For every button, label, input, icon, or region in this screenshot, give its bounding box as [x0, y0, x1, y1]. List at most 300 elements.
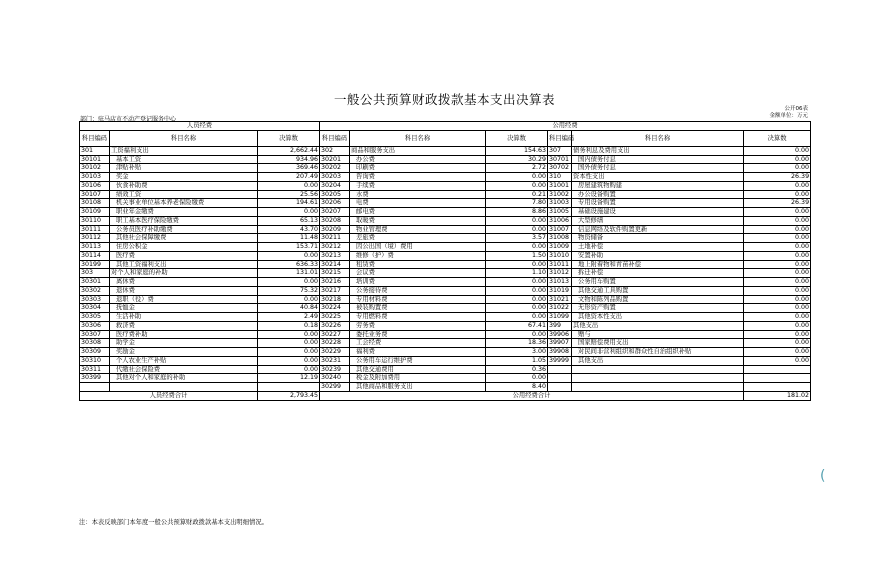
personnel-name-cell: 奖金: [110, 173, 258, 182]
personnel-name-cell: 职工基本医疗保险缴费: [110, 216, 258, 225]
public-right-code-cell: 39908: [548, 348, 572, 357]
personnel-name-cell: 绩效工资: [110, 190, 258, 199]
public-right-name-cell: 其他交通工具购置: [572, 286, 744, 295]
personnel-code-cell: 30111: [80, 225, 110, 234]
public-total-amount: 181.02: [744, 391, 811, 400]
public-right-name-cell: 无形资产购置: [572, 304, 744, 313]
table-row: [80, 146, 811, 155]
side-bracket-mark: (: [820, 468, 826, 484]
public-right-amount-cell: 0.00: [744, 164, 811, 173]
personnel-name-cell: 退休费: [110, 286, 258, 295]
table-row: [80, 260, 811, 269]
personnel-amount-cell: 0.00: [258, 339, 320, 348]
public-right-code-cell: [548, 374, 572, 383]
public-right-amount-cell: [744, 383, 811, 392]
table-row: [80, 208, 811, 217]
public-right-code-cell: 30701: [548, 155, 572, 164]
totals-row: [80, 391, 811, 400]
personnel-amount-cell: 369.46: [258, 164, 320, 173]
public-right-amount-cell: 0.00: [744, 225, 811, 234]
public-mid-name-cell: 印刷费: [350, 164, 486, 173]
personnel-code-cell: 30108: [80, 199, 110, 208]
personnel-amount-cell: 25.56: [258, 190, 320, 199]
public-right-code-cell: 39907: [548, 339, 572, 348]
public-mid-code-cell: 30231: [320, 356, 350, 365]
table-row: [80, 365, 811, 374]
personnel-amount-cell: 0.00: [258, 208, 320, 217]
public-mid-name-cell: 公务用车运行维护费: [350, 356, 486, 365]
public-right-name-cell: 文物和陈列品购置: [572, 295, 744, 304]
public-mid-amount-cell: 30.29: [486, 155, 548, 164]
public-right-code-cell: 31009: [548, 243, 572, 252]
public-right-code-cell: 31019: [548, 286, 572, 295]
table-row: [80, 173, 811, 182]
public-mid-amount-cell: 0.00: [486, 278, 548, 287]
personnel-code-cell: 30114: [80, 251, 110, 260]
section-header-personnel: 人员经费: [80, 122, 320, 131]
col-header-code: 科目编码: [548, 130, 572, 146]
public-right-amount-cell: [744, 365, 811, 374]
personnel-name-cell: 个人农业生产补贴: [110, 356, 258, 365]
table-row: [80, 356, 811, 365]
personnel-name-cell: 救济费: [110, 321, 258, 330]
public-mid-code-cell: 30299: [320, 383, 350, 392]
public-right-name-cell: 办公设备购置: [572, 190, 744, 199]
public-mid-code-cell: 30204: [320, 181, 350, 190]
col-header-name: 科目名称: [350, 130, 486, 146]
public-right-code-cell: 31010: [548, 251, 572, 260]
public-right-amount-cell: 0.00: [744, 304, 811, 313]
col-header-amount: 决算数: [486, 130, 548, 146]
personnel-amount-cell: 65.13: [258, 216, 320, 225]
public-mid-code-cell: 30207: [320, 208, 350, 217]
table-row: [80, 321, 811, 330]
public-right-amount-cell: 0.00: [744, 155, 811, 164]
personnel-code-cell: 30112: [80, 234, 110, 243]
personnel-name-cell: 医疗费: [110, 251, 258, 260]
public-mid-code-cell: 30225: [320, 313, 350, 322]
public-right-amount-cell: 26.39: [744, 173, 811, 182]
public-right-amount-cell: 0.00: [744, 278, 811, 287]
public-mid-name-cell: 税金及附加费用: [350, 374, 486, 383]
public-mid-name-cell: 租赁费: [350, 260, 486, 269]
table-row: [80, 181, 811, 190]
table-row: [80, 190, 811, 199]
public-mid-amount-cell: 8.86: [486, 208, 548, 217]
public-mid-code-cell: 30226: [320, 321, 350, 330]
personnel-code-cell: [80, 383, 110, 392]
public-right-name-cell: 信息网络及软件购置更新: [572, 225, 744, 234]
table-row: [80, 330, 811, 339]
personnel-code-cell: 30109: [80, 208, 110, 217]
public-right-code-cell: 31002: [548, 190, 572, 199]
personnel-name-cell: 住房公积金: [110, 243, 258, 252]
public-mid-code-cell: 30215: [320, 269, 350, 278]
table-row: [80, 295, 811, 304]
public-mid-code-cell: 30224: [320, 304, 350, 313]
table-row: [80, 286, 811, 295]
public-mid-code-cell: 30209: [320, 225, 350, 234]
public-right-name-cell: 公务用车购置: [572, 278, 744, 287]
public-mid-code-cell: 30214: [320, 260, 350, 269]
col-header-amount: 决算数: [744, 130, 811, 146]
table-row: [80, 374, 811, 383]
personnel-code-cell: 30310: [80, 356, 110, 365]
public-mid-code-cell: 30213: [320, 251, 350, 260]
personnel-code-cell: 30306: [80, 321, 110, 330]
table-row: [80, 251, 811, 260]
personnel-amount-cell: 934.96: [258, 155, 320, 164]
personnel-name-cell: 退职（役）费: [110, 295, 258, 304]
col-header-name: 科目名称: [572, 130, 744, 146]
personnel-name-cell: 离休费: [110, 278, 258, 287]
public-right-code-cell: 310: [548, 173, 572, 182]
public-mid-name-cell: 维修（护）费: [350, 251, 486, 260]
public-mid-amount-cell: 0.36: [486, 365, 548, 374]
public-mid-amount-cell: 3.00: [486, 348, 548, 357]
public-mid-name-cell: 水费: [350, 190, 486, 199]
public-right-name-cell: 赠与: [572, 330, 744, 339]
personnel-name-cell: 公务员医疗补助缴费: [110, 225, 258, 234]
public-right-code-cell: 31006: [548, 216, 572, 225]
personnel-code-cell: 30110: [80, 216, 110, 225]
public-right-name-cell: 对民间非营利组织和群众性自治组织补贴: [572, 348, 744, 357]
public-mid-amount-cell: 0.00: [486, 181, 548, 190]
personnel-amount-cell: 153.71: [258, 243, 320, 252]
public-mid-amount-cell: 0.00: [486, 243, 548, 252]
table-row: [80, 155, 811, 164]
public-mid-name-cell: 咨询费: [350, 173, 486, 182]
public-mid-amount-cell: 0.00: [486, 295, 548, 304]
personnel-amount-cell: 0.00: [258, 356, 320, 365]
table-row: [80, 383, 811, 392]
personnel-code-cell: 30301: [80, 278, 110, 287]
public-right-amount-cell: 0.00: [744, 251, 811, 260]
public-mid-name-cell: 取暖费: [350, 216, 486, 225]
table-row: [80, 348, 811, 357]
personnel-amount-cell: 11.48: [258, 234, 320, 243]
personnel-name-cell: [110, 383, 258, 392]
personnel-amount-cell: 2,662.44: [258, 146, 320, 155]
personnel-code-cell: 30399: [80, 374, 110, 383]
public-mid-amount-cell: 7.80: [486, 199, 548, 208]
personnel-name-cell: 工资福利支出: [110, 146, 258, 155]
public-right-name-cell: 地上附着物和青苗补偿: [572, 260, 744, 269]
personnel-code-cell: 301: [80, 146, 110, 155]
table-row: [80, 164, 811, 173]
personnel-code-cell: 30199: [80, 260, 110, 269]
public-right-amount-cell: 0.00: [744, 190, 811, 199]
table-row: [80, 243, 811, 252]
public-right-code-cell: [548, 365, 572, 374]
public-mid-code-cell: 30203: [320, 173, 350, 182]
personnel-code-cell: 30307: [80, 330, 110, 339]
personnel-amount-cell: 75.32: [258, 286, 320, 295]
personnel-amount-cell: 0.00: [258, 251, 320, 260]
public-mid-amount-cell: 0.00: [486, 225, 548, 234]
col-header-amount: 决算数: [258, 130, 320, 146]
section-header-public: 公用经费: [320, 122, 811, 131]
personnel-total-label: 人员经费合计: [80, 391, 258, 400]
public-total-label: 公用经费合计: [320, 391, 744, 400]
personnel-amount-cell: 2.49: [258, 313, 320, 322]
public-mid-amount-cell: 2.72: [486, 164, 548, 173]
public-mid-name-cell: 被装购置费: [350, 304, 486, 313]
personnel-name-cell: 对个人和家庭的补助: [110, 269, 258, 278]
public-mid-code-cell: 30206: [320, 199, 350, 208]
personnel-code-cell: 30101: [80, 155, 110, 164]
public-right-name-cell: 资本性支出: [572, 173, 744, 182]
public-right-amount-cell: 0.00: [744, 321, 811, 330]
public-right-code-cell: 39906: [548, 330, 572, 339]
personnel-amount-cell: 0.18: [258, 321, 320, 330]
public-right-amount-cell: 0.00: [744, 269, 811, 278]
public-mid-name-cell: 公务接待费: [350, 286, 486, 295]
public-right-code-cell: 31099: [548, 313, 572, 322]
public-mid-amount-cell: 1.05: [486, 356, 548, 365]
public-right-code-cell: 39999: [548, 356, 572, 365]
public-mid-code-cell: 30202: [320, 164, 350, 173]
public-mid-amount-cell: 18.36: [486, 339, 548, 348]
personnel-name-cell: 基本工资: [110, 155, 258, 164]
public-right-amount-cell: 0.00: [744, 216, 811, 225]
public-mid-name-cell: 手续费: [350, 181, 486, 190]
public-mid-amount-cell: 0.00: [486, 286, 548, 295]
public-right-code-cell: 31013: [548, 278, 572, 287]
personnel-code-cell: 30311: [80, 365, 110, 374]
personnel-amount-cell: 636.33: [258, 260, 320, 269]
personnel-name-cell: 津贴补贴: [110, 164, 258, 173]
personnel-code-cell: 303: [80, 269, 110, 278]
public-right-code-cell: 31001: [548, 181, 572, 190]
public-right-name-cell: 国家赔偿费用支出: [572, 339, 744, 348]
public-right-amount-cell: 0.00: [744, 356, 811, 365]
public-mid-code-cell: 30211: [320, 234, 350, 243]
public-right-name-cell: 国内债务付息: [572, 155, 744, 164]
public-right-name-cell: 其他支出: [572, 356, 744, 365]
personnel-name-cell: 代缴社会保险费: [110, 365, 258, 374]
public-right-name-cell: 安置补助: [572, 251, 744, 260]
public-right-amount-cell: 0.00: [744, 330, 811, 339]
public-right-name-cell: 大型修缮: [572, 216, 744, 225]
department-label: 部门：驻马店市不动产登记服务中心: [80, 116, 177, 123]
public-right-name-cell: 债务利息及费用支出: [572, 146, 744, 155]
public-mid-code-cell: 30208: [320, 216, 350, 225]
personnel-name-cell: 其他工资福利支出: [110, 260, 258, 269]
public-mid-code-cell: 302: [320, 146, 350, 155]
public-mid-name-cell: 劳务费: [350, 321, 486, 330]
public-right-code-cell: 399: [548, 321, 572, 330]
public-right-name-cell: 房屋建筑物购建: [572, 181, 744, 190]
public-right-name-cell: 基础设施建设: [572, 208, 744, 217]
public-right-amount-cell: 0.00: [744, 181, 811, 190]
public-mid-name-cell: 工会经费: [350, 339, 486, 348]
public-mid-name-cell: 委托业务费: [350, 330, 486, 339]
personnel-code-cell: 30305: [80, 313, 110, 322]
public-mid-amount-cell: 0.00: [486, 216, 548, 225]
public-mid-name-cell: 会议费: [350, 269, 486, 278]
public-right-code-cell: 31005: [548, 208, 572, 217]
personnel-amount-cell: 131.01: [258, 269, 320, 278]
personnel-code-cell: 30106: [80, 181, 110, 190]
public-mid-code-cell: 30229: [320, 348, 350, 357]
table-row: [80, 225, 811, 234]
public-right-name-cell: 土地补偿: [572, 243, 744, 252]
public-right-amount-cell: 0.00: [744, 208, 811, 217]
public-mid-amount-cell: 1.10: [486, 269, 548, 278]
table-row: [80, 216, 811, 225]
personnel-amount-cell: 0.00: [258, 181, 320, 190]
public-mid-code-cell: 30201: [320, 155, 350, 164]
public-right-amount-cell: 0.00: [744, 313, 811, 322]
public-right-amount-cell: 0.00: [744, 339, 811, 348]
public-mid-amount-cell: 154.63: [486, 146, 548, 155]
personnel-amount-cell: 40.84: [258, 304, 320, 313]
public-right-code-cell: 31022: [548, 304, 572, 313]
public-right-name-cell: [572, 365, 744, 374]
footnote: 注：本表反映部门本年度一般公共预算财政拨款基本支出明细情况。: [79, 519, 268, 526]
table-title: 一般公共预算财政拨款基本支出决算表: [333, 92, 555, 107]
public-mid-code-cell: 30216: [320, 278, 350, 287]
public-mid-name-cell: 商品和服务支出: [350, 146, 486, 155]
public-right-amount-cell: 0.00: [744, 348, 811, 357]
public-mid-name-cell: 其他交通费用: [350, 365, 486, 374]
public-mid-code-cell: 30212: [320, 243, 350, 252]
personnel-code-cell: 30308: [80, 339, 110, 348]
personnel-name-cell: 奖励金: [110, 348, 258, 357]
public-right-amount-cell: 0.00: [744, 260, 811, 269]
personnel-name-cell: 伙食补助费: [110, 181, 258, 190]
public-right-code-cell: 30702: [548, 164, 572, 173]
public-mid-amount-cell: 0.00: [486, 260, 548, 269]
personnel-name-cell: 机关事业单位基本养老保险缴费: [110, 199, 258, 208]
form-number: 公开06表: [784, 106, 808, 112]
personnel-name-cell: 职业年金缴费: [110, 208, 258, 217]
public-mid-amount-cell: 1.50: [486, 251, 548, 260]
public-right-code-cell: 31011: [548, 260, 572, 269]
public-mid-name-cell: 电费: [350, 199, 486, 208]
public-mid-name-cell: 专用燃料费: [350, 313, 486, 322]
personnel-name-cell: 其他对个人和家庭的补助: [110, 374, 258, 383]
public-right-code-cell: 307: [548, 146, 572, 155]
personnel-code-cell: 30113: [80, 243, 110, 252]
col-header-name: 科目名称: [110, 130, 258, 146]
public-mid-name-cell: 物业管理费: [350, 225, 486, 234]
public-mid-name-cell: 差旅费: [350, 234, 486, 243]
personnel-code-cell: 30103: [80, 173, 110, 182]
public-mid-name-cell: 邮电费: [350, 208, 486, 217]
public-right-name-cell: [572, 374, 744, 383]
public-mid-code-cell: 30228: [320, 339, 350, 348]
personnel-amount-cell: 0.00: [258, 295, 320, 304]
public-mid-name-cell: 专用材料费: [350, 295, 486, 304]
personnel-amount-cell: 207.49: [258, 173, 320, 182]
public-mid-amount-cell: 0.00: [486, 304, 548, 313]
personnel-name-cell: 医疗费补助: [110, 330, 258, 339]
personnel-amount-cell: 0.00: [258, 365, 320, 374]
personnel-code-cell: 30309: [80, 348, 110, 357]
public-right-code-cell: 31003: [548, 199, 572, 208]
table-row: [80, 269, 811, 278]
public-right-name-cell: 国外债务付息: [572, 164, 744, 173]
personnel-amount-cell: 0.00: [258, 278, 320, 287]
public-right-amount-cell: 0.00: [744, 243, 811, 252]
personnel-code-cell: 30102: [80, 164, 110, 173]
personnel-amount-cell: 194.61: [258, 199, 320, 208]
public-mid-amount-cell: 3.57: [486, 234, 548, 243]
public-right-amount-cell: 0.00: [744, 286, 811, 295]
public-right-name-cell: 物资储备: [572, 234, 744, 243]
personnel-code-cell: 30302: [80, 286, 110, 295]
personnel-name-cell: 助学金: [110, 339, 258, 348]
personnel-amount-cell: 43.70: [258, 225, 320, 234]
public-mid-amount-cell: 0.00: [486, 313, 548, 322]
public-mid-name-cell: 因公出国（境）费用: [350, 243, 486, 252]
table-row: [80, 304, 811, 313]
table-row: [80, 278, 811, 287]
public-mid-code-cell: 30217: [320, 286, 350, 295]
public-mid-amount-cell: 0.21: [486, 190, 548, 199]
public-mid-amount-cell: 0.00: [486, 374, 548, 383]
table-row: [80, 313, 811, 322]
public-mid-name-cell: 其他商品和服务支出: [350, 383, 486, 392]
personnel-total-amount: 2,793.45: [258, 391, 320, 400]
personnel-code-cell: 30107: [80, 190, 110, 199]
public-right-name-cell: [572, 383, 744, 392]
public-right-name-cell: 其他支出: [572, 321, 744, 330]
public-mid-code-cell: 30227: [320, 330, 350, 339]
personnel-name-cell: 抚恤金: [110, 304, 258, 313]
public-mid-amount-cell: 0.00: [486, 173, 548, 182]
public-right-name-cell: 专用设备购置: [572, 199, 744, 208]
public-right-amount-cell: 0.00: [744, 146, 811, 155]
personnel-amount-cell: [258, 383, 320, 392]
public-right-amount-cell: 0.00: [744, 234, 811, 243]
public-right-amount-cell: [744, 374, 811, 383]
public-mid-code-cell: 30205: [320, 190, 350, 199]
public-mid-amount-cell: 0.00: [486, 330, 548, 339]
public-right-code-cell: [548, 383, 572, 392]
public-right-code-cell: 31007: [548, 225, 572, 234]
expenditure-table: [79, 121, 811, 401]
personnel-amount-cell: 12.19: [258, 374, 320, 383]
public-mid-code-cell: 30239: [320, 365, 350, 374]
public-mid-name-cell: 办公费: [350, 155, 486, 164]
public-right-code-cell: 31021: [548, 295, 572, 304]
personnel-amount-cell: 0.00: [258, 348, 320, 357]
personnel-code-cell: 30304: [80, 304, 110, 313]
public-right-amount-cell: 0.00: [744, 295, 811, 304]
amount-unit: 金额单位：万元: [769, 113, 808, 119]
public-mid-name-cell: 福利费: [350, 348, 486, 357]
public-mid-name-cell: 培训费: [350, 278, 486, 287]
public-right-amount-cell: 26.39: [744, 199, 811, 208]
table-row: [80, 199, 811, 208]
public-right-name-cell: 拆迁补偿: [572, 269, 744, 278]
public-right-code-cell: 31012: [548, 269, 572, 278]
public-mid-amount-cell: 8.40: [486, 383, 548, 392]
public-mid-code-cell: 30240: [320, 374, 350, 383]
public-mid-amount-cell: 67.41: [486, 321, 548, 330]
public-right-name-cell: 其他资本性支出: [572, 313, 744, 322]
personnel-code-cell: 30303: [80, 295, 110, 304]
table-row: [80, 234, 811, 243]
public-mid-code-cell: 30218: [320, 295, 350, 304]
personnel-name-cell: 其他社会保障缴费: [110, 234, 258, 243]
personnel-name-cell: 生活补助: [110, 313, 258, 322]
public-right-code-cell: 31008: [548, 234, 572, 243]
table-row: [80, 339, 811, 348]
